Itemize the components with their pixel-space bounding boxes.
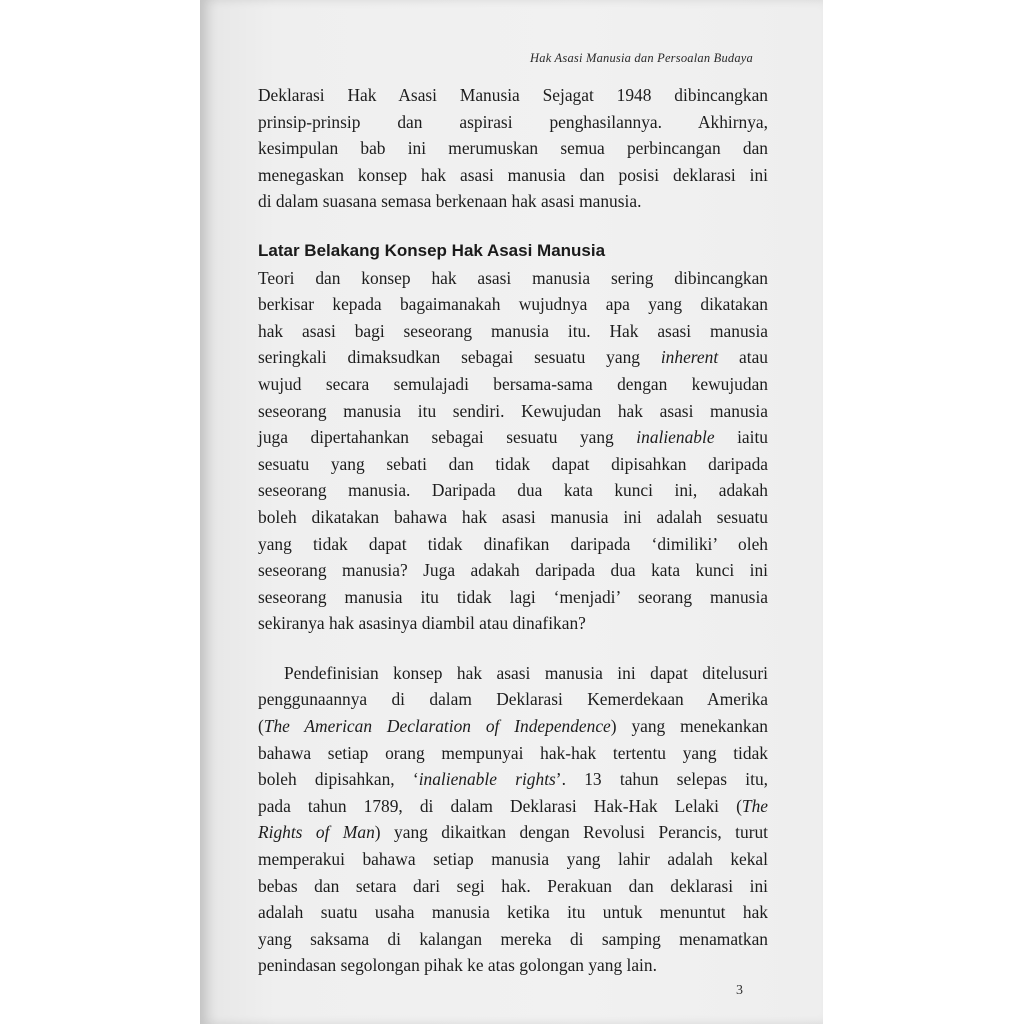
italic-title: The American Declaration of Independence (263, 716, 611, 737)
text-line (258, 819, 768, 846)
text-run: pada tahun 1789, di dalam Deklarasi Hak-Hak Lelaki ( (258, 795, 742, 816)
text-line: Teori dan konsep hak asasi manusia sering dibincangkan (258, 267, 768, 288)
text-line (258, 424, 768, 451)
italic-term: inalienable rights (418, 769, 556, 790)
text-line: Pendefinisian konsep hak asasi manusia ini dapat ditelusuri (284, 662, 768, 683)
section-heading: Latar Belakang Konsep Hak Asasi Manusia (258, 240, 606, 260)
text-line: boleh dikatakan bahawa hak asasi manusia ini adalah sesuatu (258, 506, 768, 527)
text-line: yang tidak dapat tidak dinafikan daripada ‘dimiliki’ oleh (258, 533, 768, 554)
text-line: adalah suatu usaha manusia ketika itu untuk menuntut hak (258, 902, 768, 923)
text-line: Deklarasi Hak Asasi Manusia Sejagat 1948 dibincangkan (258, 85, 768, 105)
text-line: wujud secara semulajadi bersama-sama dengan kewujudan (258, 373, 768, 394)
text-line (258, 793, 768, 820)
text-line: prinsip-prinsip dan aspirasi penghasilannya. Akhirnya, (258, 111, 768, 132)
text-line: sesuatu yang sebati dan tidak dapat dipisahkan daripada (258, 453, 768, 474)
text-line: memperakui bahawa setiap manusia yang lahir adalah kekal (258, 849, 768, 870)
text-run: iaitu (714, 427, 768, 448)
text-run: juga dipertahankan sebagai sesuatu yang (258, 427, 637, 448)
text-line: bebas dan setara dari segi hak. Perakuan dan deklarasi ini (258, 875, 768, 896)
body-text (258, 82, 768, 979)
text-line: berkisar kepada bagaimanakah wujudnya apa yang dikatakan (258, 294, 768, 315)
spacer (258, 637, 768, 660)
intro-paragraph (258, 82, 768, 215)
text-run: ) yang dikaitkan dengan Revolusi Perancis, turut (374, 822, 769, 843)
text-line: menegaskan konsep hak asasi manusia dan posisi deklarasi ini (258, 164, 768, 185)
text-line: penindasan segolongan pihak ke atas golongan yang lain. (258, 955, 657, 976)
paragraph-2 (258, 660, 768, 979)
text-run: ) yang menekankan (610, 716, 768, 737)
text-line: sekiranya hak asasinya diambil atau dinafikan? (258, 613, 586, 634)
text-line (258, 344, 768, 371)
text-line: seseorang manusia itu sendiri. Kewujudan hak asasi manusia (258, 400, 768, 421)
text-line (258, 766, 768, 793)
text-line: kesimpulan bab ini merumuskan semua perbincangan dan (258, 138, 768, 159)
text-line: penggunaannya di dalam Deklarasi Kemerdekaan Amerika (258, 689, 768, 710)
text-line: bahawa setiap orang mempunyai hak-hak tertentu yang tidak (258, 742, 768, 763)
text-line: seseorang manusia itu tidak lagi ‘menjadi’ seorang manusia (258, 586, 768, 607)
book-page (200, 0, 823, 1024)
text-line: yang saksama di kalangan mereka di samping menamatkan (258, 928, 768, 949)
text-line (258, 713, 768, 740)
text-run: boleh dipisahkan, ‘ (258, 769, 419, 790)
spacer (258, 215, 768, 238)
text-line: seseorang manusia. Daripada dua kata kunci ini, adakah (258, 480, 768, 501)
text-line: seseorang manusia? Juga adakah daripada dua kata kunci ini (258, 560, 768, 581)
paragraph-1 (258, 265, 768, 637)
italic-title: The (741, 795, 768, 816)
text-run: atau (718, 347, 768, 368)
text-line: hak asasi bagi seseorang manusia itu. Hak asasi manusia (258, 320, 768, 341)
text-run: ’. 13 tahun selepas itu, (555, 769, 768, 790)
page-number: 3 (736, 983, 743, 998)
text-run: ( (258, 716, 264, 737)
text-line: di dalam suasana semasa berkenaan hak asasi manusia. (258, 191, 642, 212)
text-run: seringkali dimaksudkan sebagai sesuatu yang (258, 347, 661, 368)
italic-term: inherent (660, 347, 719, 368)
running-head: Hak Asasi Manusia dan Persoalan Budaya (530, 51, 753, 65)
italic-term: inalienable (636, 427, 715, 448)
italic-title: Rights of Man (258, 822, 375, 843)
